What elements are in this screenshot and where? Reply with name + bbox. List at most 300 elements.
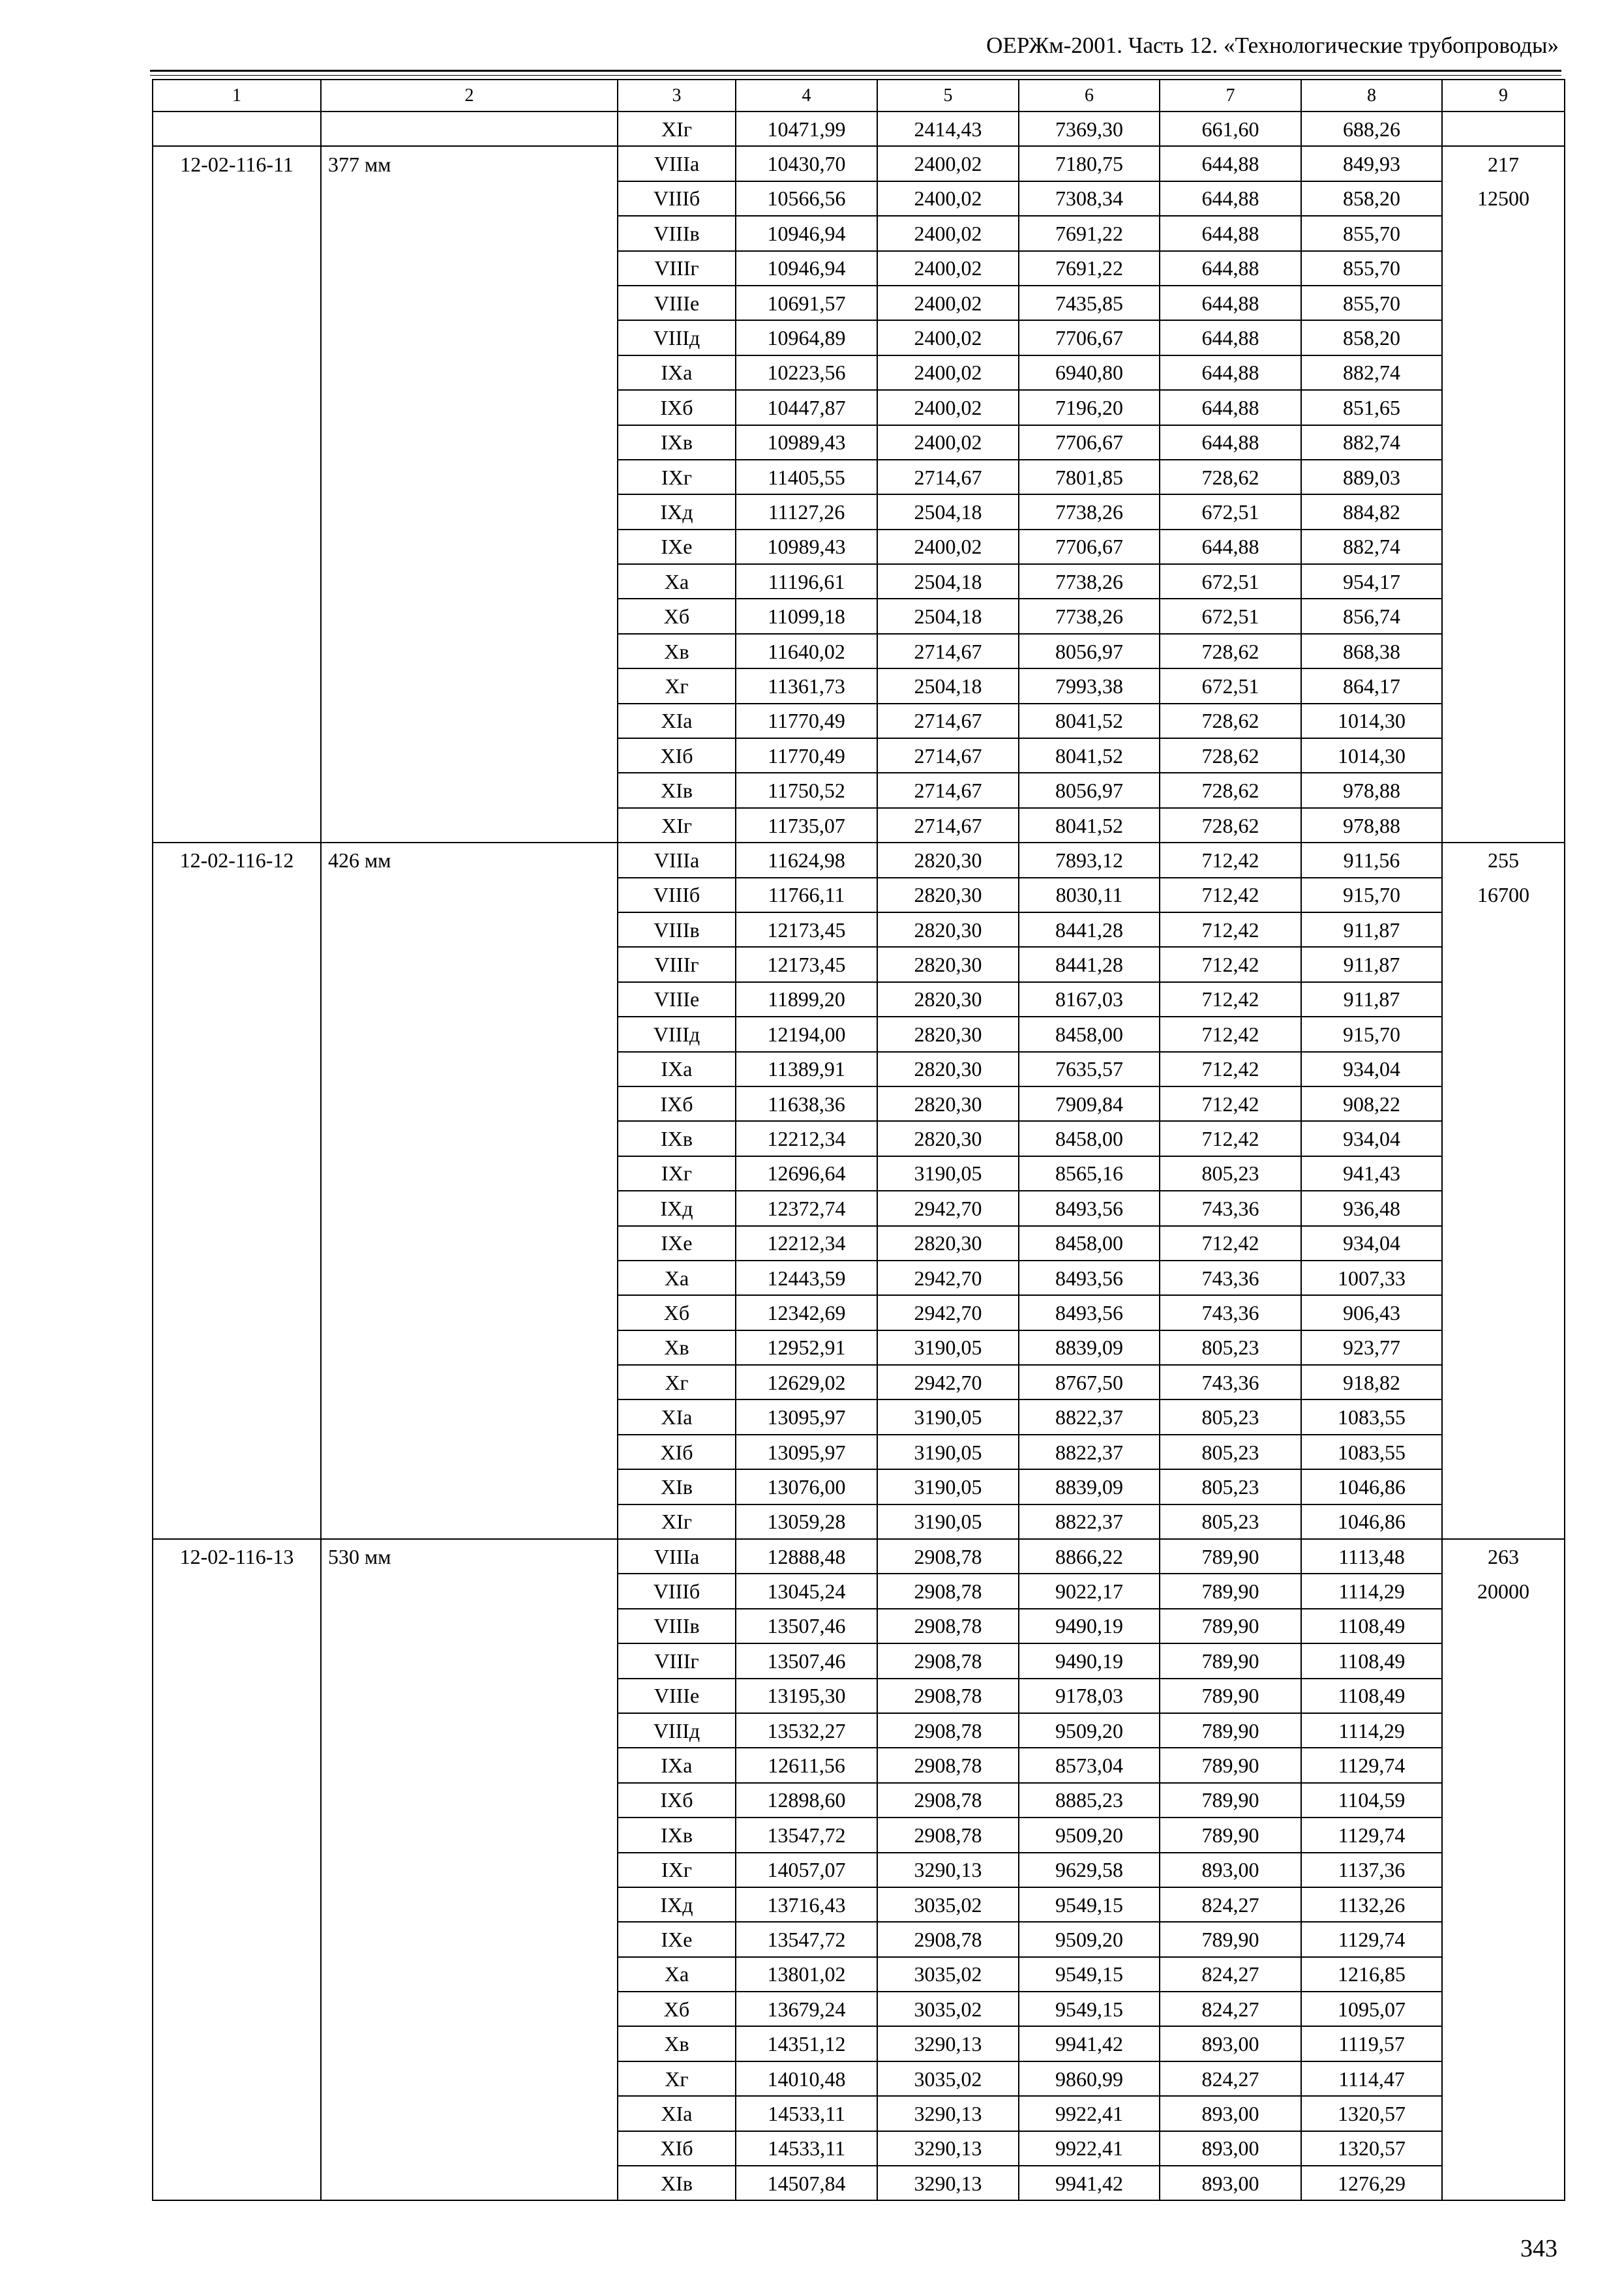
labor-cost: 2908,78 xyxy=(877,1818,1019,1852)
labor-norms xyxy=(1442,1435,1565,1469)
labor-norms xyxy=(1442,2096,1565,2131)
total-cost: 13507,46 xyxy=(736,1643,877,1678)
materials-cost: 855,70 xyxy=(1301,216,1442,250)
rate-code xyxy=(153,1643,321,1678)
table-row xyxy=(153,843,1565,877)
machine-cost: 7369,30 xyxy=(1019,112,1160,146)
labor-norms xyxy=(1442,1086,1565,1121)
total-cost: 13095,97 xyxy=(736,1435,877,1469)
materials-cost: 978,88 xyxy=(1301,808,1442,843)
materials-cost: 1132,26 xyxy=(1301,1887,1442,1922)
rate-code xyxy=(153,494,321,529)
machine-cost: 7738,26 xyxy=(1019,494,1160,529)
materials-cost: 882,74 xyxy=(1301,530,1442,564)
machine-cost: 7691,22 xyxy=(1019,251,1160,286)
column-number: 4 xyxy=(736,80,877,112)
table-row xyxy=(153,704,1565,738)
total-cost: 12898,60 xyxy=(736,1783,877,1818)
pipe-diameter xyxy=(321,425,618,460)
machine-cost: 8866,22 xyxy=(1019,1539,1160,1574)
labor-norms xyxy=(1442,1226,1565,1261)
labor-norms xyxy=(1442,1330,1565,1365)
rate-code xyxy=(153,1713,321,1748)
driver-wages: 805,23 xyxy=(1160,1330,1301,1365)
materials-cost: 1083,55 xyxy=(1301,1399,1442,1434)
machine-cost: 8822,37 xyxy=(1019,1399,1160,1434)
labor-norms xyxy=(1442,1504,1565,1539)
driver-wages: 824,27 xyxy=(1160,2061,1301,2096)
driver-wages: 743,36 xyxy=(1160,1191,1301,1225)
region-class: IXг xyxy=(618,1156,736,1191)
machine-cost: 8493,56 xyxy=(1019,1261,1160,1295)
rate-code xyxy=(153,704,321,738)
labor-cost: 2820,30 xyxy=(877,1226,1019,1261)
driver-wages: 893,00 xyxy=(1160,2131,1301,2166)
machine-cost: 8573,04 xyxy=(1019,1748,1160,1782)
materials-cost: 915,70 xyxy=(1301,878,1442,912)
rate-code xyxy=(153,286,321,320)
machine-cost: 7180,75 xyxy=(1019,146,1160,181)
total-cost: 12173,45 xyxy=(736,947,877,981)
labor-norms xyxy=(1442,1052,1565,1086)
driver-wages: 661,60 xyxy=(1160,112,1301,146)
driver-wages: 644,88 xyxy=(1160,216,1301,250)
region-class: VIIIг xyxy=(618,251,736,286)
machine-cost: 8885,23 xyxy=(1019,1783,1160,1818)
total-cost: 11766,11 xyxy=(736,878,877,912)
table-row xyxy=(153,390,1565,425)
labor-norms xyxy=(1442,112,1565,146)
labor-cost: 2820,30 xyxy=(877,1017,1019,1051)
table-row xyxy=(153,1957,1565,1992)
table-row xyxy=(153,982,1565,1017)
table-row xyxy=(153,355,1565,390)
labor-norms xyxy=(1442,668,1565,703)
region-class: Xа xyxy=(618,564,736,599)
driver-wages: 644,88 xyxy=(1160,251,1301,286)
materials-cost: 882,74 xyxy=(1301,425,1442,460)
machine-cost: 7706,67 xyxy=(1019,530,1160,564)
pipe-diameter xyxy=(321,1574,618,1608)
labor-norms: 263 xyxy=(1442,1539,1565,1574)
materials-cost: 908,22 xyxy=(1301,1086,1442,1121)
labor-cost: 2820,30 xyxy=(877,1121,1019,1156)
table-row xyxy=(153,460,1565,494)
rate-code xyxy=(153,1156,321,1191)
pipe-diameter xyxy=(321,1783,618,1818)
pipe-diameter xyxy=(321,2096,618,2131)
rate-code xyxy=(153,1399,321,1434)
total-cost: 10447,87 xyxy=(736,390,877,425)
driver-wages: 789,90 xyxy=(1160,1783,1301,1818)
machine-cost: 9941,42 xyxy=(1019,2166,1160,2200)
header-rule-thin xyxy=(150,75,1561,76)
table-row xyxy=(153,1191,1565,1225)
labor-norms: 16700 xyxy=(1442,878,1565,912)
labor-norms xyxy=(1442,2061,1565,2096)
materials-cost: 911,56 xyxy=(1301,843,1442,877)
labor-norms xyxy=(1442,1191,1565,1225)
region-class: IXд xyxy=(618,1191,736,1225)
table-row xyxy=(153,1748,1565,1782)
pipe-diameter xyxy=(321,1818,618,1852)
table-row xyxy=(153,1539,1565,1574)
labor-norms xyxy=(1442,320,1565,355)
materials-cost: 851,65 xyxy=(1301,390,1442,425)
labor-cost: 2400,02 xyxy=(877,530,1019,564)
labor-cost: 2400,02 xyxy=(877,146,1019,181)
column-number: 9 xyxy=(1442,80,1565,112)
region-class: XIв xyxy=(618,1469,736,1504)
region-class: Xг xyxy=(618,1365,736,1399)
driver-wages: 728,62 xyxy=(1160,460,1301,494)
pipe-diameter: 426 мм xyxy=(321,843,618,877)
driver-wages: 824,27 xyxy=(1160,1992,1301,2026)
region-class: VIIIб xyxy=(618,181,736,216)
total-cost: 11361,73 xyxy=(736,668,877,703)
labor-cost: 3190,05 xyxy=(877,1330,1019,1365)
rate-code: 12-02-116-11 xyxy=(153,146,321,181)
table-row xyxy=(153,947,1565,981)
machine-cost: 7993,38 xyxy=(1019,668,1160,703)
labor-norms: 217 xyxy=(1442,146,1565,181)
materials-cost: 941,43 xyxy=(1301,1156,1442,1191)
labor-cost: 2820,30 xyxy=(877,1086,1019,1121)
pipe-diameter xyxy=(321,1086,618,1121)
materials-cost: 1320,57 xyxy=(1301,2096,1442,2131)
total-cost: 13547,72 xyxy=(736,1818,877,1852)
materials-cost: 1216,85 xyxy=(1301,1957,1442,1992)
region-class: VIIIа xyxy=(618,1539,736,1574)
labor-norms xyxy=(1442,1643,1565,1678)
region-class: XIб xyxy=(618,2131,736,2166)
rate-code xyxy=(153,1574,321,1608)
rate-code xyxy=(153,668,321,703)
machine-cost: 8565,16 xyxy=(1019,1156,1160,1191)
materials-cost: 1119,57 xyxy=(1301,2026,1442,2061)
driver-wages: 672,51 xyxy=(1160,494,1301,529)
region-class: VIIIд xyxy=(618,1713,736,1748)
labor-cost: 2400,02 xyxy=(877,216,1019,250)
pipe-diameter xyxy=(321,1713,618,1748)
total-cost: 11127,26 xyxy=(736,494,877,529)
rate-code xyxy=(153,1992,321,2026)
materials-cost: 911,87 xyxy=(1301,982,1442,1017)
total-cost: 14533,11 xyxy=(736,2096,877,2131)
total-cost: 13059,28 xyxy=(736,1504,877,1539)
labor-cost: 3290,13 xyxy=(877,1853,1019,1887)
labor-cost: 2908,78 xyxy=(877,1574,1019,1608)
labor-norms xyxy=(1442,1609,1565,1643)
driver-wages: 712,42 xyxy=(1160,982,1301,1017)
materials-cost: 1129,74 xyxy=(1301,1818,1442,1852)
pipe-diameter xyxy=(321,1017,618,1051)
region-class: XIг xyxy=(618,1504,736,1539)
materials-cost: 856,74 xyxy=(1301,599,1442,633)
labor-norms xyxy=(1442,530,1565,564)
region-class: XIв xyxy=(618,773,736,807)
table-row xyxy=(153,1365,1565,1399)
pipe-diameter xyxy=(321,1121,618,1156)
labor-norms xyxy=(1442,1365,1565,1399)
labor-norms xyxy=(1442,1957,1565,1992)
rate-code xyxy=(153,460,321,494)
table-row xyxy=(153,1261,1565,1295)
machine-cost: 7706,67 xyxy=(1019,320,1160,355)
machine-cost: 7196,20 xyxy=(1019,390,1160,425)
materials-cost: 855,70 xyxy=(1301,251,1442,286)
table-row xyxy=(153,634,1565,668)
materials-cost: 858,20 xyxy=(1301,320,1442,355)
total-cost: 12629,02 xyxy=(736,1365,877,1399)
region-class: IXе xyxy=(618,1226,736,1261)
driver-wages: 789,90 xyxy=(1160,1643,1301,1678)
total-cost: 10989,43 xyxy=(736,425,877,460)
labor-cost: 2942,70 xyxy=(877,1365,1019,1399)
driver-wages: 789,90 xyxy=(1160,1713,1301,1748)
labor-cost: 2414,43 xyxy=(877,112,1019,146)
total-cost: 13679,24 xyxy=(736,1992,877,2026)
rate-code xyxy=(153,878,321,912)
total-cost: 11638,36 xyxy=(736,1086,877,1121)
rate-code xyxy=(153,1853,321,1887)
machine-cost: 8041,52 xyxy=(1019,704,1160,738)
machine-cost: 8822,37 xyxy=(1019,1435,1160,1469)
driver-wages: 712,42 xyxy=(1160,1226,1301,1261)
machine-cost: 9509,20 xyxy=(1019,1713,1160,1748)
materials-cost: 864,17 xyxy=(1301,668,1442,703)
total-cost: 11389,91 xyxy=(736,1052,877,1086)
labor-cost: 2714,67 xyxy=(877,738,1019,773)
labor-norms xyxy=(1442,808,1565,843)
header-rule xyxy=(150,70,1561,72)
rate-code: 12-02-116-13 xyxy=(153,1539,321,1574)
total-cost: 12194,00 xyxy=(736,1017,877,1051)
pipe-diameter xyxy=(321,1609,618,1643)
pipe-diameter xyxy=(321,773,618,807)
driver-wages: 893,00 xyxy=(1160,2026,1301,2061)
labor-norms xyxy=(1442,1922,1565,1956)
column-number: 8 xyxy=(1301,80,1442,112)
driver-wages: 644,88 xyxy=(1160,286,1301,320)
rate-code xyxy=(153,1818,321,1852)
labor-cost: 2942,70 xyxy=(877,1295,1019,1330)
labor-norms xyxy=(1442,704,1565,738)
labor-cost: 3290,13 xyxy=(877,2131,1019,2166)
labor-cost: 2400,02 xyxy=(877,286,1019,320)
region-class: VIIIв xyxy=(618,216,736,250)
rate-code xyxy=(153,1261,321,1295)
region-class: VIIIд xyxy=(618,320,736,355)
region-class: XIб xyxy=(618,738,736,773)
rate-code xyxy=(153,808,321,843)
machine-cost: 9549,15 xyxy=(1019,1992,1160,2026)
labor-cost: 2820,30 xyxy=(877,843,1019,877)
total-cost: 12173,45 xyxy=(736,912,877,947)
labor-norms xyxy=(1442,1017,1565,1051)
labor-cost: 2400,02 xyxy=(877,390,1019,425)
table-row xyxy=(153,251,1565,286)
labor-cost: 3190,05 xyxy=(877,1399,1019,1434)
pipe-diameter xyxy=(321,1052,618,1086)
table-row xyxy=(153,2061,1565,2096)
machine-cost: 6940,80 xyxy=(1019,355,1160,390)
price-table xyxy=(152,79,1565,2201)
pipe-diameter xyxy=(321,2166,618,2200)
driver-wages: 712,42 xyxy=(1160,1017,1301,1051)
total-cost: 13195,30 xyxy=(736,1679,877,1713)
machine-cost: 8458,00 xyxy=(1019,1121,1160,1156)
driver-wages: 789,90 xyxy=(1160,1922,1301,1956)
labor-norms xyxy=(1442,355,1565,390)
labor-norms xyxy=(1442,1887,1565,1922)
labor-cost: 2714,67 xyxy=(877,773,1019,807)
driver-wages: 728,62 xyxy=(1160,773,1301,807)
rate-code xyxy=(153,355,321,390)
materials-cost: 906,43 xyxy=(1301,1295,1442,1330)
total-cost: 10989,43 xyxy=(736,530,877,564)
driver-wages: 672,51 xyxy=(1160,564,1301,599)
pipe-diameter xyxy=(321,668,618,703)
labor-cost: 2400,02 xyxy=(877,355,1019,390)
labor-norms xyxy=(1442,1295,1565,1330)
rate-code xyxy=(153,1365,321,1399)
materials-cost: 918,82 xyxy=(1301,1365,1442,1399)
region-class: XIб xyxy=(618,1435,736,1469)
rate-code xyxy=(153,1017,321,1051)
machine-cost: 9922,41 xyxy=(1019,2096,1160,2131)
table-row xyxy=(153,1121,1565,1156)
rate-code xyxy=(153,1226,321,1261)
rate-code xyxy=(153,112,321,146)
materials-cost: 1320,57 xyxy=(1301,2131,1442,2166)
machine-cost: 7909,84 xyxy=(1019,1086,1160,1121)
region-class: IXд xyxy=(618,1887,736,1922)
materials-cost: 1129,74 xyxy=(1301,1922,1442,1956)
region-class: Xв xyxy=(618,1330,736,1365)
driver-wages: 893,00 xyxy=(1160,1853,1301,1887)
table-row xyxy=(153,1469,1565,1504)
table-row xyxy=(153,1818,1565,1852)
labor-cost: 2820,30 xyxy=(877,912,1019,947)
total-cost: 10430,70 xyxy=(736,146,877,181)
labor-cost: 3190,05 xyxy=(877,1469,1019,1504)
region-class: Xа xyxy=(618,1261,736,1295)
labor-norms xyxy=(1442,1748,1565,1782)
table-row xyxy=(153,1052,1565,1086)
labor-cost: 2942,70 xyxy=(877,1191,1019,1225)
machine-cost: 8030,11 xyxy=(1019,878,1160,912)
table-row xyxy=(153,912,1565,947)
table-row xyxy=(153,599,1565,633)
rate-code xyxy=(153,2061,321,2096)
rate-code xyxy=(153,425,321,460)
materials-cost: 849,93 xyxy=(1301,146,1442,181)
table-row xyxy=(153,146,1565,181)
labor-cost: 2908,78 xyxy=(877,1609,1019,1643)
pipe-diameter xyxy=(321,1226,618,1261)
labor-norms xyxy=(1442,634,1565,668)
driver-wages: 789,90 xyxy=(1160,1574,1301,1608)
region-class: IXг xyxy=(618,1853,736,1887)
materials-cost: 1137,36 xyxy=(1301,1853,1442,1887)
labor-cost: 2908,78 xyxy=(877,1643,1019,1678)
labor-norms xyxy=(1442,251,1565,286)
materials-cost: 1007,33 xyxy=(1301,1261,1442,1295)
driver-wages: 824,27 xyxy=(1160,1957,1301,1992)
total-cost: 12696,64 xyxy=(736,1156,877,1191)
region-class: Xа xyxy=(618,1957,736,1992)
rate-code xyxy=(153,1469,321,1504)
pipe-diameter xyxy=(321,1295,618,1330)
driver-wages: 789,90 xyxy=(1160,1748,1301,1782)
pipe-diameter xyxy=(321,2026,618,2061)
pipe-diameter xyxy=(321,634,618,668)
region-class: IXб xyxy=(618,1783,736,1818)
labor-cost: 2908,78 xyxy=(877,1713,1019,1748)
table-row xyxy=(153,181,1565,216)
pipe-diameter xyxy=(321,1748,618,1782)
rate-code xyxy=(153,251,321,286)
total-cost: 13532,27 xyxy=(736,1713,877,1748)
labor-norms xyxy=(1442,1469,1565,1504)
total-cost: 12443,59 xyxy=(736,1261,877,1295)
materials-cost: 923,77 xyxy=(1301,1330,1442,1365)
materials-cost: 1108,49 xyxy=(1301,1643,1442,1678)
machine-cost: 9490,19 xyxy=(1019,1643,1160,1678)
machine-cost: 7691,22 xyxy=(1019,216,1160,250)
total-cost: 10964,89 xyxy=(736,320,877,355)
rate-code xyxy=(153,1330,321,1365)
rate-code xyxy=(153,1191,321,1225)
pipe-diameter xyxy=(321,1191,618,1225)
materials-cost: 934,04 xyxy=(1301,1121,1442,1156)
total-cost: 13507,46 xyxy=(736,1609,877,1643)
machine-cost: 7308,34 xyxy=(1019,181,1160,216)
materials-cost: 1114,47 xyxy=(1301,2061,1442,2096)
labor-norms xyxy=(1442,2026,1565,2061)
driver-wages: 805,23 xyxy=(1160,1399,1301,1434)
materials-cost: 936,48 xyxy=(1301,1191,1442,1225)
materials-cost: 882,74 xyxy=(1301,355,1442,390)
table-row xyxy=(153,1574,1565,1608)
machine-cost: 8839,09 xyxy=(1019,1469,1160,1504)
total-cost: 12342,69 xyxy=(736,1295,877,1330)
driver-wages: 644,88 xyxy=(1160,181,1301,216)
pipe-diameter xyxy=(321,1992,618,2026)
pipe-diameter xyxy=(321,808,618,843)
rate-code xyxy=(153,1295,321,1330)
rate-code xyxy=(153,530,321,564)
labor-cost: 2820,30 xyxy=(877,1052,1019,1086)
table-row xyxy=(153,1783,1565,1818)
materials-cost: 688,26 xyxy=(1301,112,1442,146)
labor-cost: 3035,02 xyxy=(877,2061,1019,2096)
machine-cost: 7738,26 xyxy=(1019,564,1160,599)
labor-cost: 3290,13 xyxy=(877,2166,1019,2200)
labor-norms xyxy=(1442,1853,1565,1887)
rate-code xyxy=(153,634,321,668)
region-class: IXг xyxy=(618,460,736,494)
pipe-diameter xyxy=(321,530,618,564)
rate-code: 12-02-116-12 xyxy=(153,843,321,877)
table-row xyxy=(153,2026,1565,2061)
materials-cost: 855,70 xyxy=(1301,286,1442,320)
rate-code xyxy=(153,2026,321,2061)
rate-code xyxy=(153,2096,321,2131)
labor-norms xyxy=(1442,738,1565,773)
driver-wages: 743,36 xyxy=(1160,1261,1301,1295)
